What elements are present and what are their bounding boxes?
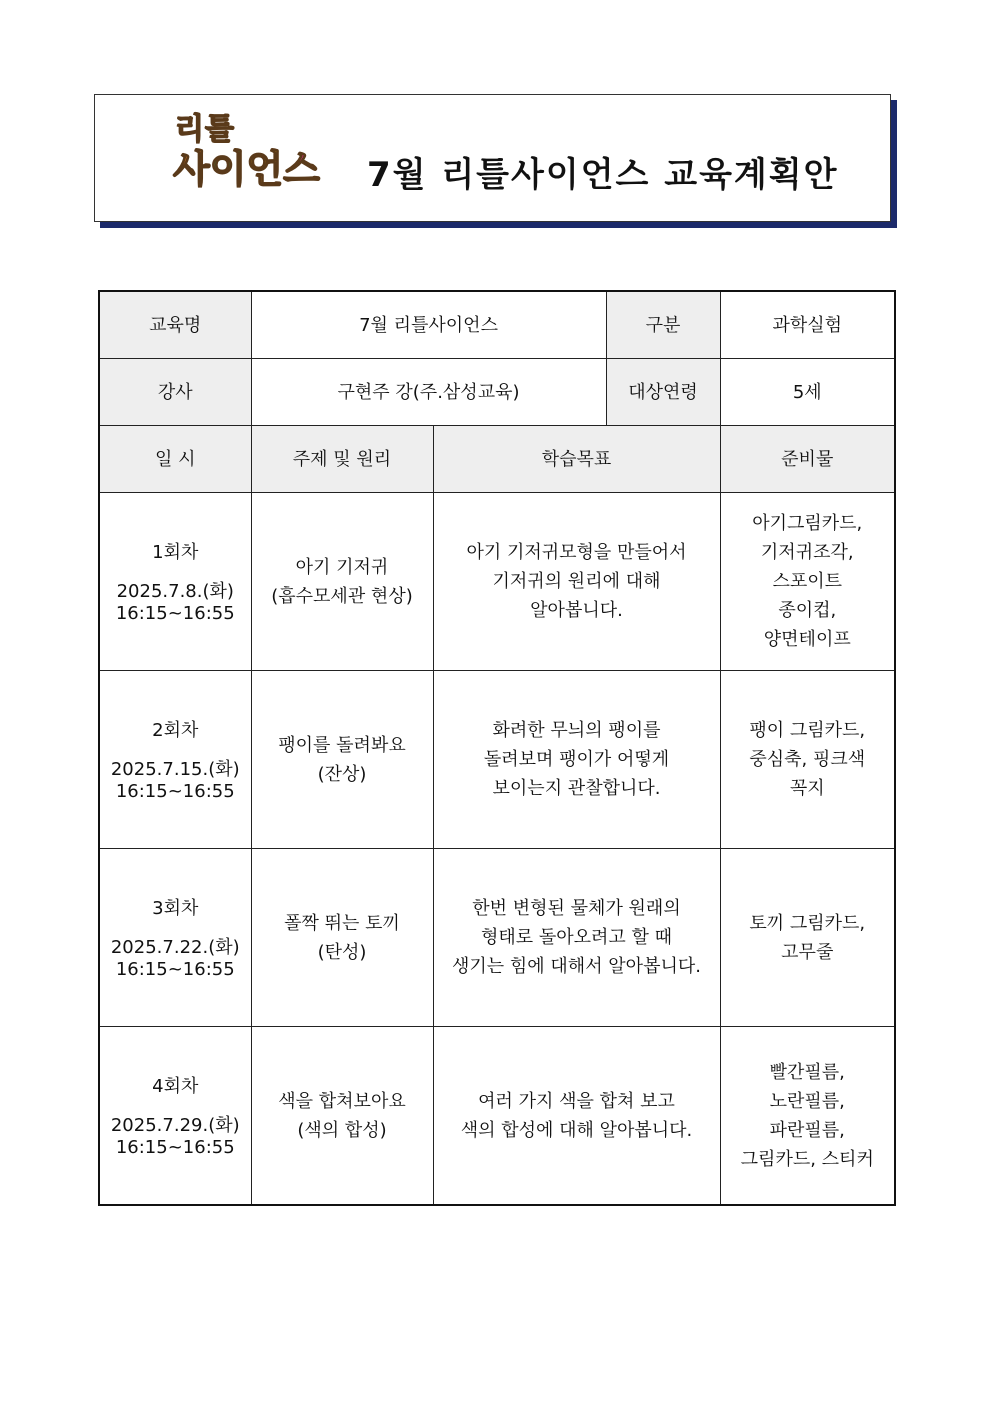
session-materials: 아기그림카드, 기저귀조각, 스포이트 종이컵, 양면테이프 — [720, 493, 895, 671]
session-time: 16:15~16:55 — [115, 781, 235, 802]
session-date: 2025.7.29.(화) — [110, 1115, 240, 1136]
edu-name-label: 교육명 — [99, 291, 251, 359]
session-topic: 색을 합쳐보아요 (색의 합성) — [251, 1027, 433, 1206]
session-date: 2025.7.22.(화) — [110, 937, 240, 958]
teacher-label: 강사 — [99, 359, 251, 426]
category-label: 구분 — [606, 291, 720, 359]
session-goal: 여러 가지 색을 합쳐 보고 색의 합성에 대해 알아봅니다. — [433, 1027, 720, 1206]
session-number: 2회차 — [152, 720, 199, 741]
session-topic: 아기 기저귀 (흡수모세관 현상) — [251, 493, 433, 671]
col-header-topic: 주제 및 원리 — [251, 426, 433, 493]
session-time: 16:15~16:55 — [115, 603, 235, 624]
page-title: 7월 리틀사이언스 교육계획안 — [367, 155, 839, 195]
info-row-edu-name — [99, 291, 895, 359]
logo-line2: 사이언스 — [173, 147, 320, 191]
col-header-goal: 학습목표 — [433, 426, 720, 493]
session-time: 16:15~16:55 — [115, 959, 235, 980]
age-label: 대상연령 — [606, 359, 720, 426]
session-materials: 빨간필름, 노란필름, 파란필름, 그림카드, 스티커 — [720, 1027, 895, 1206]
session-materials: 팽이 그림카드, 중심축, 핑크색 꼭지 — [720, 671, 895, 849]
session-row-3 — [99, 849, 895, 1027]
session-date: 2025.7.15.(화) — [110, 759, 240, 780]
col-header-datetime: 일 시 — [99, 426, 251, 493]
teacher-value: 구현주 강(주.삼성교육) — [251, 359, 606, 426]
session-row-2 — [99, 671, 895, 849]
session-number: 4회차 — [152, 1076, 199, 1097]
age-value: 5세 — [720, 359, 895, 426]
edu-name-value: 7월 리틀사이언스 — [251, 291, 606, 359]
little-science-logo — [173, 113, 333, 199]
session-datetime — [99, 493, 251, 671]
column-header-row — [99, 426, 895, 493]
logo-line1: 리틀 — [175, 112, 235, 147]
col-header-materials: 준비물 — [720, 426, 895, 493]
session-time: 16:15~16:55 — [115, 1137, 235, 1158]
title-box — [94, 94, 891, 222]
session-date: 2025.7.8.(화) — [116, 581, 234, 602]
session-number: 1회차 — [152, 542, 199, 563]
session-materials: 토끼 그림카드, 고무줄 — [720, 849, 895, 1027]
info-row-teacher — [99, 359, 895, 426]
session-datetime — [99, 671, 251, 849]
session-topic: 팽이를 돌려봐요 (잔상) — [251, 671, 433, 849]
session-topic: 폴짝 뛰는 토끼 (탄성) — [251, 849, 433, 1027]
session-row-4 — [99, 1027, 895, 1206]
session-goal: 화려한 무늬의 팽이를 돌려보며 팽이가 어떻게 보이는지 관찰합니다. — [433, 671, 720, 849]
category-value: 과학실험 — [720, 291, 895, 359]
session-goal: 아기 기저귀모형을 만들어서 기저귀의 원리에 대해 알아봅니다. — [433, 493, 720, 671]
education-plan-table — [98, 290, 896, 1206]
session-row-1 — [99, 493, 895, 671]
session-datetime — [99, 849, 251, 1027]
session-goal: 한번 변형된 물체가 원래의 형태로 돌아오려고 할 때 생기는 힘에 대해서 알아봅니다. — [433, 849, 720, 1027]
session-datetime — [99, 1027, 251, 1206]
session-number: 3회차 — [152, 898, 199, 919]
